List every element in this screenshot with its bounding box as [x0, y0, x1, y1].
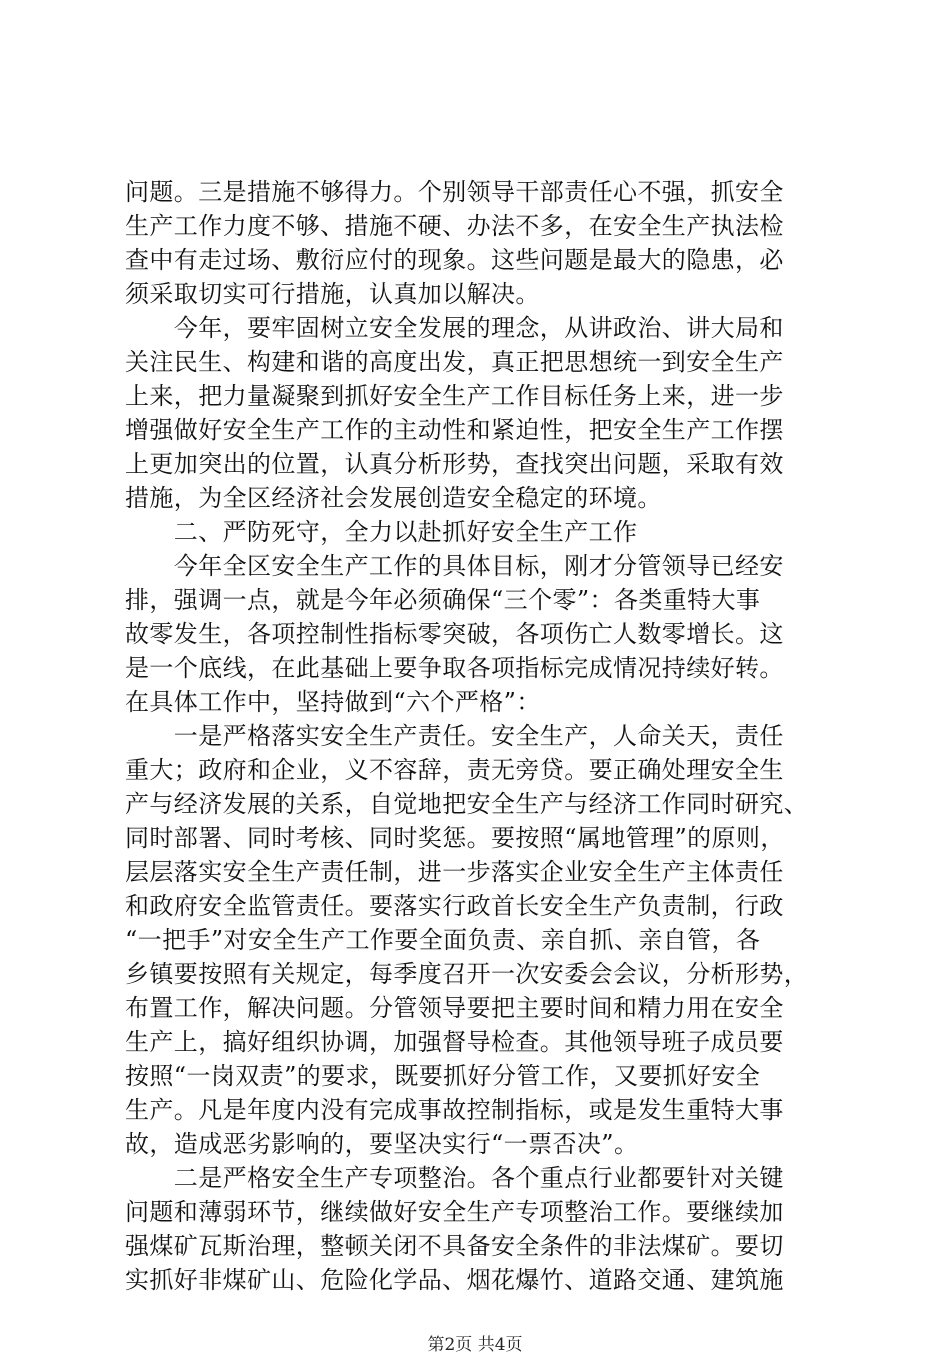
text-line: 层层落实安全生产责任制，进一步落实企业安全生产主体责任 [125, 858, 784, 886]
paragraph-start-line: 二是严格安全生产专项整治。各个重点行业都要针对关键 [125, 1164, 784, 1192]
text-line: 实抓好非煤矿山、危险化学品、烟花爆竹、道路交通、建筑施 [125, 1266, 784, 1294]
text-line: 故零发生，各项控制性指标零突破，各项伤亡人数零增长。这 [125, 620, 784, 648]
text-line: 须采取切实可行措施，认真加以解决。 [125, 280, 540, 308]
text-line: 上来，把力量凝聚到抓好安全生产工作目标任务上来，进一步 [125, 382, 784, 410]
text-line: 乡镇要按照有关规定，每季度召开一次安委会会议，分析形势， [125, 960, 809, 988]
text-line: 排，强调一点，就是今年必须确保“三个零”：各类重特大事 [125, 586, 761, 614]
text-line: 生产上，搞好组织协调，加强督导检查。其他领导班子成员要 [125, 1028, 784, 1056]
page-number: 第2页 共4页 [427, 1335, 523, 1355]
text-line: 生产。凡是年度内没有完成事故控制指标，或是发生重特大事 [125, 1096, 784, 1124]
text-line: 问题和薄弱环节，继续做好安全生产专项整治工作。要继续加 [125, 1198, 784, 1226]
text-line: 同时部署、同时考核、同时奖惩。要按照“属地管理”的原则， [125, 824, 785, 852]
text-line: 按照“一岗双责”的要求，既要抓好分管工作，又要抓好安全 [125, 1062, 761, 1090]
text-line: “一把手”对安全生产工作要全面负责、亲自抓、亲自管，各 [125, 926, 761, 954]
text-line: 重大；政府和企业，义不容辞，责无旁贷。要正确处理安全生 [125, 756, 784, 784]
section-heading: 二、严防死守，全力以赴抓好安全生产工作 [125, 518, 638, 546]
text-line: 在具体工作中，坚持做到“六个严格”： [125, 688, 541, 716]
text-line: 上更加突出的位置，认真分析形势，查找突出问题，采取有效 [125, 450, 784, 478]
paragraph-start-line: 一是严格落实安全生产责任。安全生产，人命关天，责任 [125, 722, 784, 750]
text-line: 关注民生、构建和谐的高度出发，真正把思想统一到安全生产 [125, 348, 784, 376]
text-line: 布置工作，解决问题。分管领导要把主要时间和精力用在安全 [125, 994, 784, 1022]
paragraph-start-line: 今年全区安全生产工作的具体目标，刚才分管领导已经安 [125, 552, 784, 580]
text-line: 产与经济发展的关系，自觉地把安全生产与经济工作同时研究、 [125, 790, 809, 818]
text-line: 故，造成恶劣影响的，要坚决实行“一票否决”。 [125, 1130, 639, 1158]
text-line: 生产工作力度不够、措施不硬、办法不多，在安全生产执法检 [125, 212, 784, 240]
text-line: 措施，为全区经济社会发展创造安全稳定的环境。 [125, 484, 662, 512]
text-line: 问题。三是措施不够得力。个别领导干部责任心不强，抓安全 [125, 178, 784, 206]
text-line: 是一个底线，在此基础上要争取各项指标完成情况持续好转。 [125, 654, 784, 682]
text-line: 和政府安全监管责任。要落实行政首长安全生产负责制，行政 [125, 892, 784, 920]
text-line: 增强做好安全生产工作的主动性和紧迫性，把安全生产工作摆 [125, 416, 784, 444]
paragraph-start-line: 今年，要牢固树立安全发展的理念，从讲政治、讲大局和 [125, 314, 784, 342]
text-line: 查中有走过场、敷衍应付的现象。这些问题是最大的隐患，必 [125, 246, 784, 274]
text-line: 强煤矿瓦斯治理，整顿关闭不具备安全条件的非法煤矿。要切 [125, 1232, 784, 1260]
